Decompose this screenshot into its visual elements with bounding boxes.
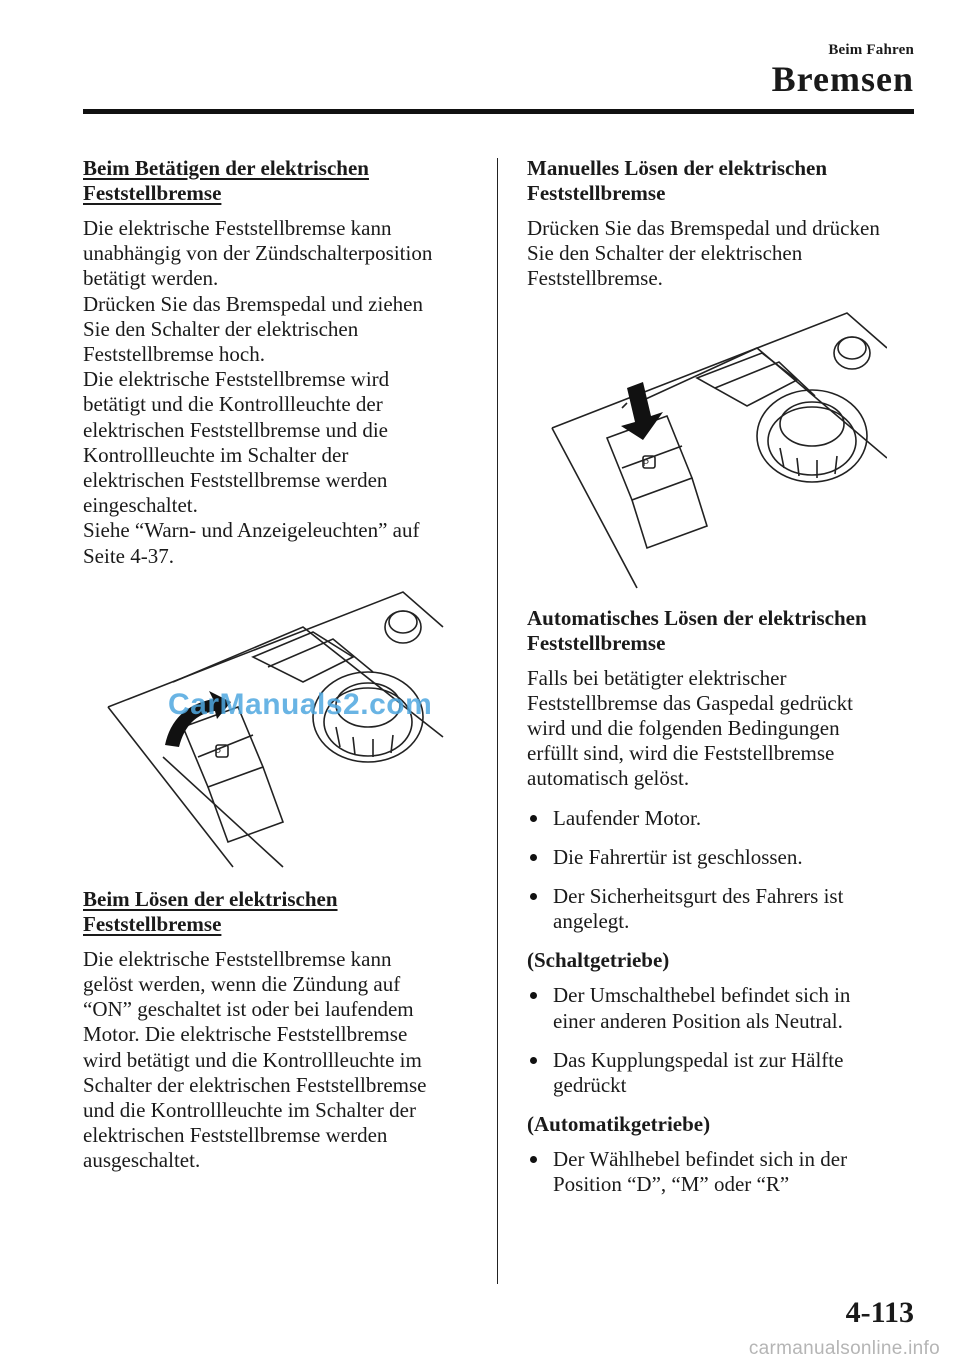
svg-text:P: P xyxy=(643,457,650,468)
paragraph-release-brake: Die elektrische Feststellbremse kann gelöst werden, wenn die Zündung auf “ON” geschaltet ist oder bei laufendem Motor. Die elektrische Feststellbremse wird betätigt und die Kontrollleuchte im Schalter der elektrischen Feststellbremse und die Kontrollleuchte im Schalter der elektrischen Feststellbremse werden ausgeschaltet. xyxy=(83,946,427,1173)
paragraph-apply-brake: Die elektrische Feststellbremse kann unabhängig von der Zündschalterposition betätigt werden. Drücken Sie das Bremspedal und ziehen Sie den Schalter der elektrischen Feststellbremse hoch. Die elektrische Feststellbremse wird betätigt und die Kontrollleuchte der elektrischen Feststellbremse und die Kontrollleuchte im Schalter der elektrischen Feststellbremse werden eingeschaltet. Siehe “Warn- und Anzeigeleuchten” auf Seite 4-37. xyxy=(83,216,433,568)
heading-apply-brake: Beim Betätigen der elektrischen Feststellbremse xyxy=(83,156,369,205)
bullet-icon xyxy=(530,893,537,900)
subheading-automatic-transmission: (Automatikgetriebe) xyxy=(527,1112,711,1137)
heading-release-brake: Beim Lösen der elektrischen Feststellbremse xyxy=(83,886,338,936)
list-item: Der Umschalthebel befindet sich in einer anderen Position als Neutral. xyxy=(527,983,927,1033)
right-column xyxy=(527,156,927,1198)
paragraph-auto-release: Falls bei betätigter elektrischer Feststellbremse das Gaspedal gedrückt wird und die folgenden Bedingungen erfüllt sind, wird die Feststellbremse automatisch gelöst. xyxy=(527,665,853,791)
page-number: 4-113 xyxy=(845,1296,914,1329)
bullet-icon xyxy=(530,815,537,822)
subheading-manual-transmission: (Schaltgetriebe) xyxy=(527,948,670,973)
parking-brake-push-illustration xyxy=(547,308,887,590)
heading-auto-release: Automatisches Lösen der elektrischen Feststellbremse xyxy=(527,605,867,655)
figure-push-switch xyxy=(547,308,927,590)
footer-watermark: carmanualsonline.info xyxy=(748,1338,940,1359)
list-item: Laufender Motor. xyxy=(527,806,927,831)
bullet-icon xyxy=(530,854,537,861)
list-item: Der Wählhebel befindet sich in der Position “D”, “M” oder “R” xyxy=(527,1147,927,1197)
bullet-icon xyxy=(530,1057,537,1064)
parking-brake-pull-illustration xyxy=(103,587,448,869)
heading-manual-release: Manuelles Lösen der elektrischen Feststellbremse xyxy=(527,156,828,205)
figure-pull-switch xyxy=(103,587,478,869)
paragraph-manual-release: Drücken Sie das Bremspedal und drücken Sie den Schalter der elektrischen Feststellbremse. xyxy=(527,216,880,291)
section-title: Beim Fahren xyxy=(828,42,914,58)
header-divider xyxy=(83,109,914,114)
list-item: Die Fahrertür ist geschlossen. xyxy=(527,845,927,870)
svg-text:P: P xyxy=(215,746,222,757)
page-title: Bremsen xyxy=(771,59,914,99)
column-divider xyxy=(497,158,498,1284)
list-item: Das Kupplungspedal ist zur Hälfte gedrückt xyxy=(527,1048,927,1098)
left-column xyxy=(83,156,478,1174)
list-item: Der Sicherheitsgurt des Fahrers ist angelegt. xyxy=(527,884,927,934)
bullet-icon xyxy=(530,992,537,999)
watermark-carmanuals2: CarManuals2.com xyxy=(168,688,433,721)
bullet-icon xyxy=(530,1156,537,1163)
